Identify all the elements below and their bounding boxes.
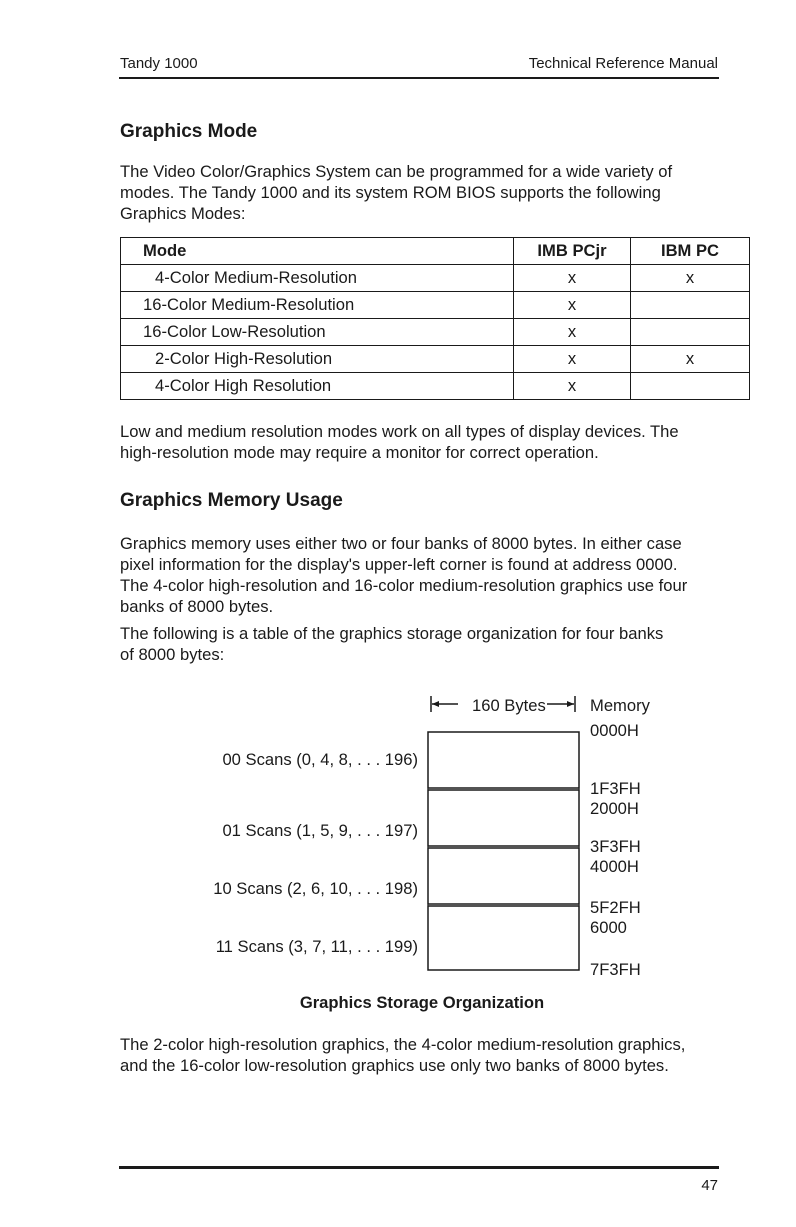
col-header-ibm-pc: IBM PC [631,238,750,265]
intro-line: modes. The Tandy 1000 and its system ROM BIOS supports the following [120,183,661,202]
intro-paragraph [120,161,720,224]
memory-column-label: Memory [590,696,650,715]
ibm-pc-cell: x [631,265,750,292]
paragraph-line: pixel information for the display's upper-left corner is found at address 0000. [120,555,678,574]
mode-cell: 2-Color High-Resolution [121,346,514,373]
address-label: 7F3FH [590,960,641,979]
paragraph-line: Low and medium resolution modes work on all types of display devices. The [120,422,679,441]
running-header-left: Tandy 1000 [120,55,198,72]
storage-diagram-graphic [420,690,610,980]
address-label: 2000H [590,799,639,818]
memory-bank-2 [428,848,579,904]
table-row [121,292,750,319]
address-label: 1F3FH [590,779,641,798]
paragraph-line: of 8000 bytes: [120,645,225,664]
diagram-caption: Graphics Storage Organization [299,993,545,1012]
paragraph-line: banks of 8000 bytes. [120,597,274,616]
col-header-mode: Mode [121,238,514,265]
width-label: 160 Bytes [472,696,546,715]
memory-bank-0 [428,732,579,788]
header-rule [119,77,719,79]
pcjr-cell: x [514,373,631,400]
table-row [121,373,750,400]
section-title-graphics-mode: Graphics Mode [120,121,258,142]
mode-cell: 4-Color High Resolution [121,373,514,400]
paragraph-line: The following is a table of the graphics storage organization for four banks [120,624,664,643]
pcjr-cell: x [514,346,631,373]
mode-cell: 4-Color Medium-Resolution [121,265,514,292]
mode-cell: 16-Color Low-Resolution [121,319,514,346]
storage-intro-paragraph [120,623,720,665]
running-header-right: Technical Reference Manual [528,55,718,72]
memory-bank-1 [428,790,579,846]
address-label: 5F2FH [590,898,641,917]
paragraph-line: high-resolution mode may require a monitor for correct operation. [120,443,599,462]
table-header-row [121,238,750,265]
address-label: 4000H [590,857,639,876]
address-label: 6000 [590,918,627,937]
table-row [121,319,750,346]
arrowhead-left-icon [432,701,439,707]
pcjr-cell: x [514,265,631,292]
paragraph-line: and the 16-color low-resolution graphics use only two banks of 8000 bytes. [120,1056,669,1075]
address-label: 0000H [590,721,639,740]
scan-label-10: 10 Scans (2, 6, 10, . . . 198) [213,879,418,898]
memory-bank-3 [428,906,579,970]
scan-label-00: 00 Scans (0, 4, 8, . . . 196) [222,750,418,769]
pcjr-cell: x [514,319,631,346]
intro-line: Graphics Modes: [120,204,246,223]
ibm-pc-cell [631,319,750,346]
paragraph-line: Graphics memory uses either two or four banks of 8000 bytes. In either case [120,534,682,553]
col-header-pcjr: IMB PCjr [514,238,631,265]
scan-label-01: 01 Scans (1, 5, 9, . . . 197) [222,821,418,840]
table-row [121,346,750,373]
mode-cell: 16-Color Medium-Resolution [121,292,514,319]
intro-line: The Video Color/Graphics System can be programmed for a wide variety of [120,162,673,181]
paragraph-line: The 2-color high-resolution graphics, the 4-color medium-resolution graphics, [120,1035,686,1054]
scan-label-11: 11 Scans (3, 7, 11, . . . 199) [215,937,418,956]
table-row [121,265,750,292]
graphics-modes-table [120,237,750,400]
arrowhead-right-icon [567,701,574,707]
display-devices-paragraph [120,421,679,463]
footer-rule [119,1166,719,1169]
pcjr-cell: x [514,292,631,319]
closing-paragraph [120,1034,720,1076]
address-label: 3F3FH [590,837,641,856]
ibm-pc-cell [631,292,750,319]
ibm-pc-cell [631,373,750,400]
ibm-pc-cell: x [631,346,750,373]
memory-paragraph [120,533,720,617]
page-number: 47 [701,1177,718,1194]
paragraph-line: The 4-color high-resolution and 16-color medium-resolution graphics use four [120,576,688,595]
section-title-graphics-memory-usage: Graphics Memory Usage [120,490,343,511]
